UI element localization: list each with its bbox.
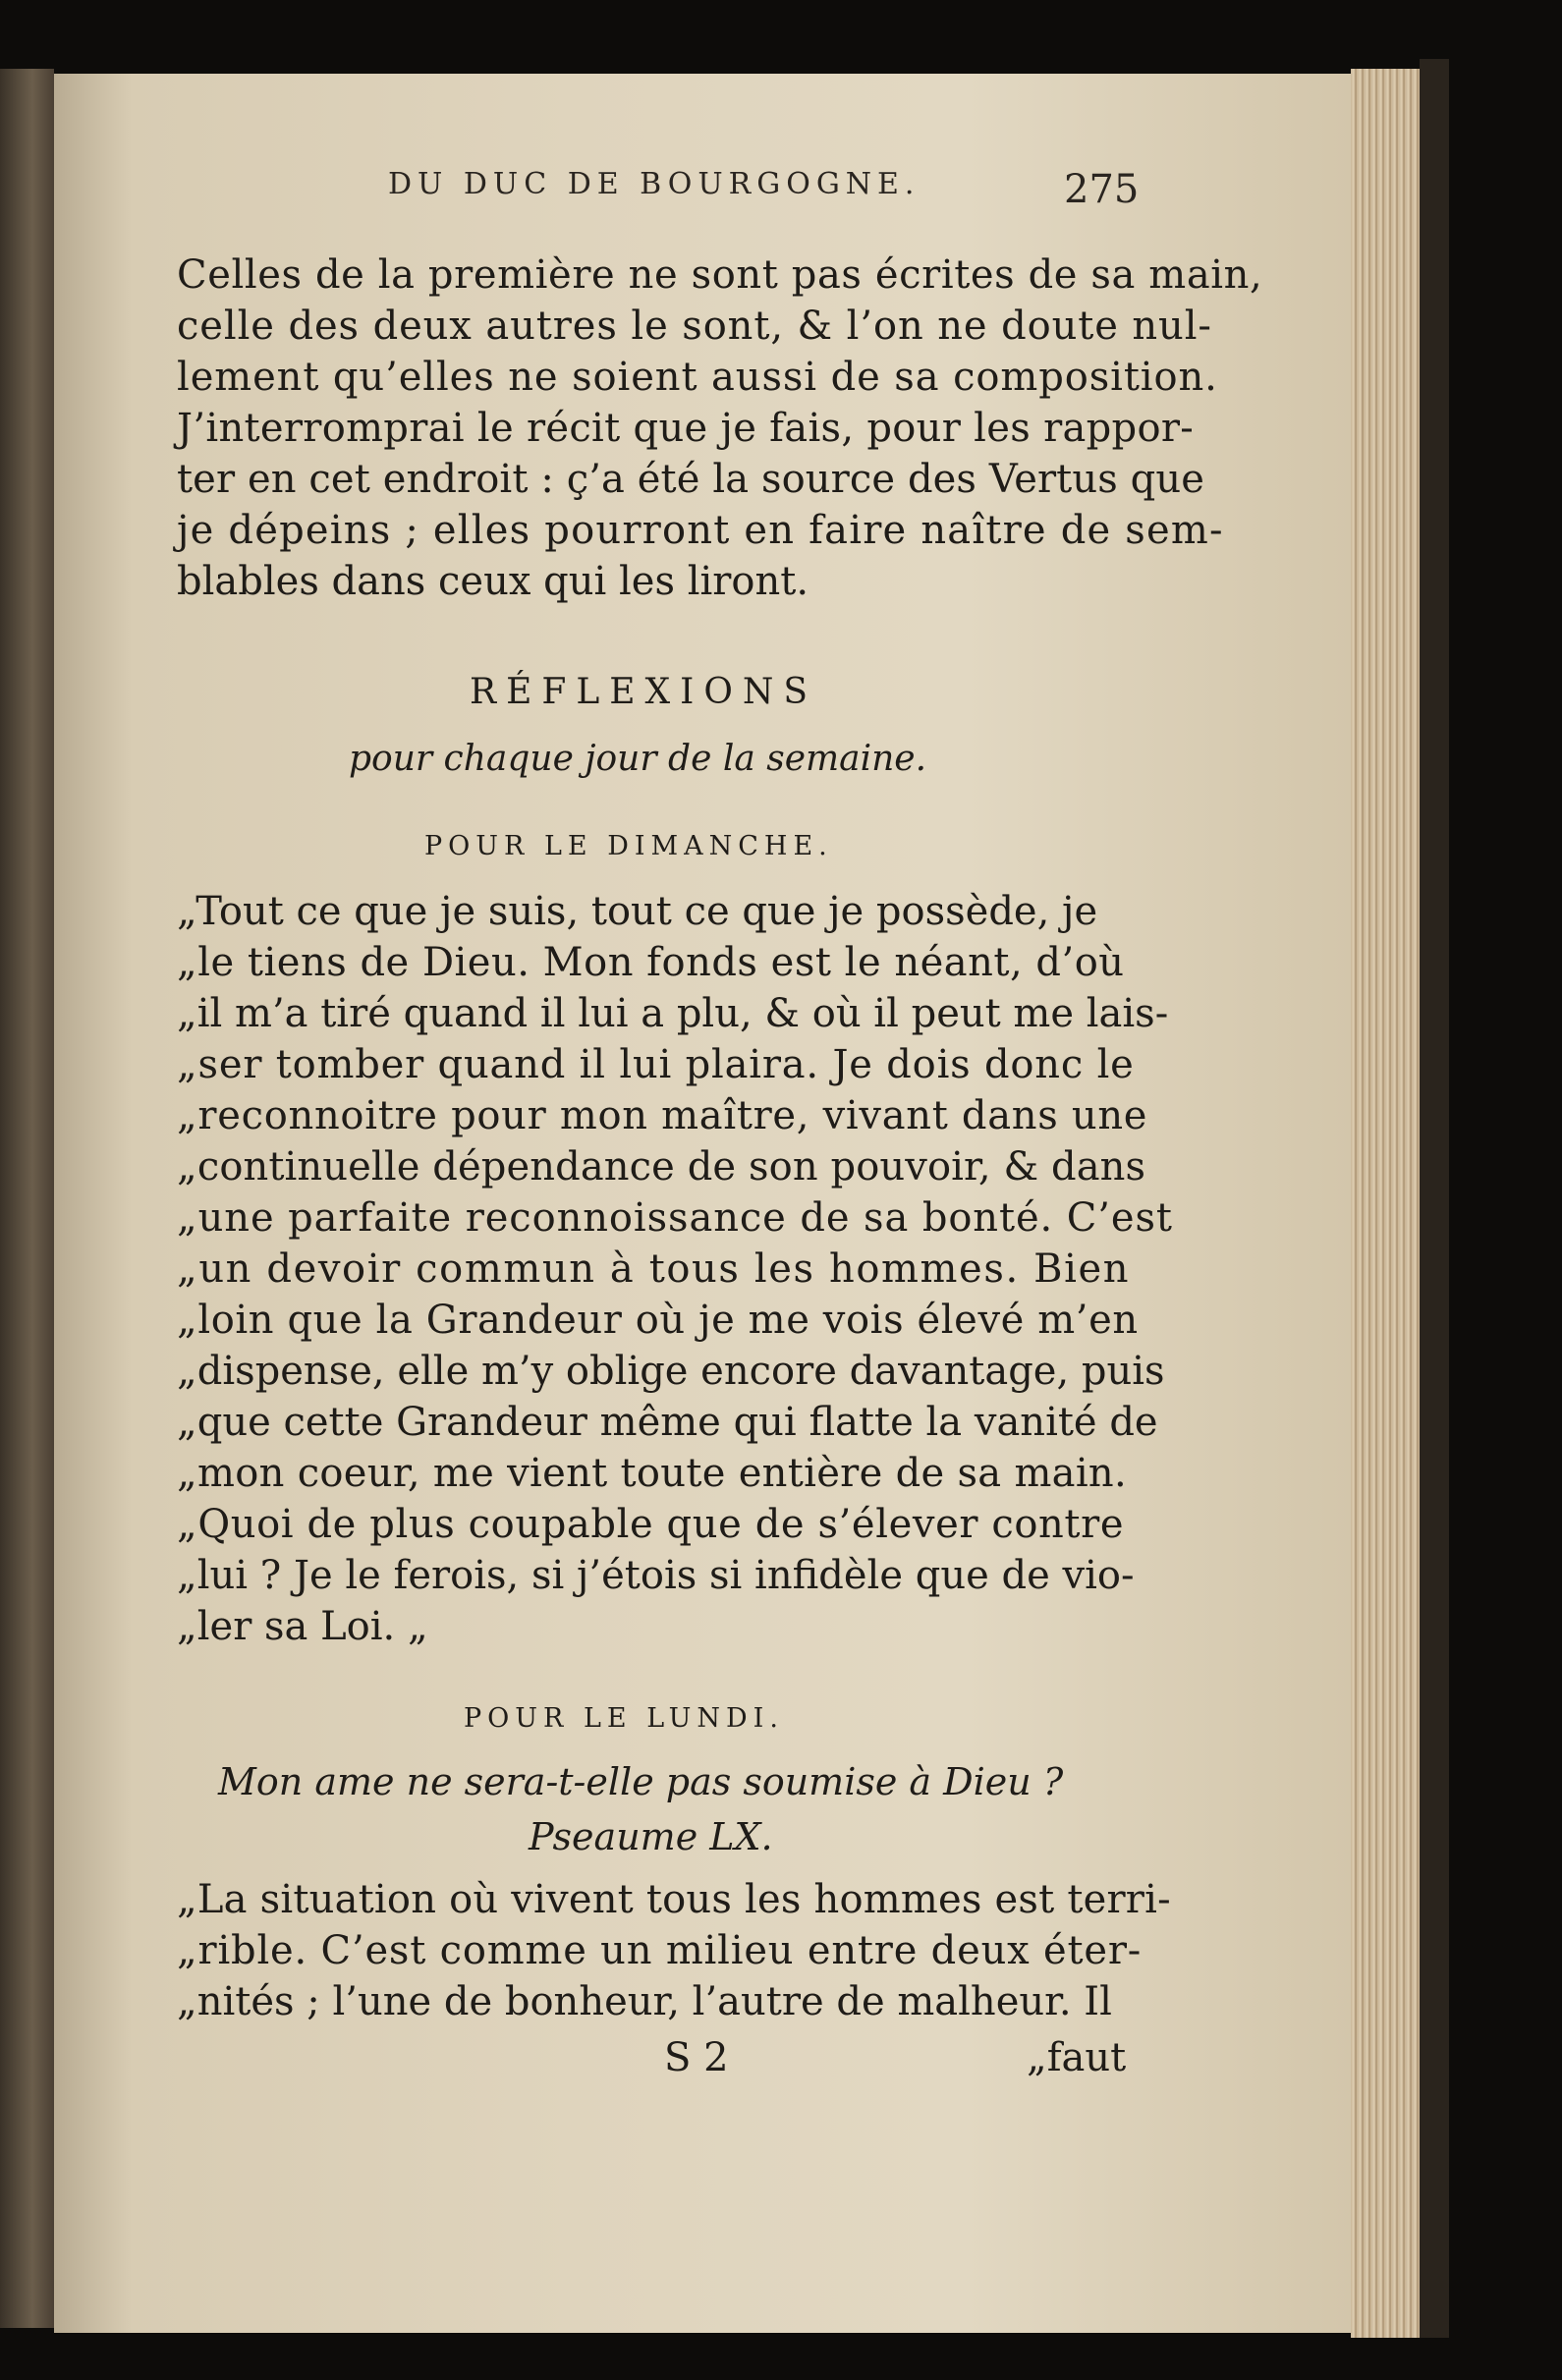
intro-line: celle des deux autres le sont, & l’on ne doute nul- xyxy=(177,304,1212,349)
text-line: „La situation où vivent tous les hommes est terri- xyxy=(177,1877,1171,1922)
text-line: „Tout ce que je suis, tout ce que je possède, je xyxy=(177,889,1098,934)
text-line: „ler sa Loi. „ xyxy=(177,1604,428,1649)
binding-shadow xyxy=(1420,59,1449,2338)
page-number: 275 xyxy=(1064,167,1140,212)
running-head: DU DUC DE BOURGOGNE. xyxy=(388,167,920,201)
text-line: „mon coeur, me vient toute entière de sa main. xyxy=(177,1451,1128,1496)
intro-line: Celles de la première ne sont pas écrites de sa main, xyxy=(177,252,1263,298)
text-line: „lui ? Je le ferois, si j’étois si infidèle que de vio- xyxy=(177,1553,1135,1598)
text-line: „le tiens de Dieu. Mon fonds est le néant, d’où xyxy=(177,940,1125,985)
catchword: „faut xyxy=(1027,2035,1127,2080)
text-line: „continuelle dépendance de son pouvoir, & dans xyxy=(177,1144,1146,1190)
text-line: „nités ; l’une de bonheur, l’autre de malheur. Il xyxy=(177,1979,1112,2024)
signature-mark: S 2 xyxy=(664,2035,729,2080)
section-heading-dimanche: POUR LE DIMANCHE. xyxy=(424,831,833,861)
epigraph-citation: Pseaume LX. xyxy=(529,1815,773,1858)
intro-line: ter en cet endroit : ç’a été la source des Vertus que xyxy=(177,457,1205,502)
text-line: „loin que la Grandeur où je me vois élevé m’en xyxy=(177,1298,1139,1343)
text-line: „Quoi de plus coupable que de s’élever contre xyxy=(177,1502,1125,1547)
text-line: „que cette Grandeur même qui flatte la vanité de xyxy=(177,1400,1158,1445)
section-heading-lundi: POUR LE LUNDI. xyxy=(464,1703,784,1734)
intro-line: je dépeins ; elles pourront en faire naître de sem- xyxy=(177,508,1224,553)
text-line: „un devoir commun à tous les hommes. Bien xyxy=(177,1246,1131,1292)
facing-page-edge xyxy=(0,69,54,2328)
text-line: „il m’a tiré quand il lui a plu, & où il peut me lais- xyxy=(177,991,1169,1036)
page-block-edges xyxy=(1351,69,1420,2338)
intro-line: blables dans ceux qui les liront. xyxy=(177,559,809,604)
title-reflexions: RÉFLEXIONS xyxy=(470,672,818,712)
text-line: „dispense, elle m’y oblige encore davantage, puis xyxy=(177,1349,1165,1394)
intro-line: J’interromprai le récit que je fais, pour les rappor- xyxy=(177,406,1195,451)
text-line: „une parfaite reconnoissance de sa bonté. C’est xyxy=(177,1195,1173,1241)
text-line: „ser tomber quand il lui plaira. Je dois donc le xyxy=(177,1042,1135,1087)
epigraph-line: Mon ame ne sera-t-elle pas soumise à Dieu ? xyxy=(218,1760,1064,1803)
intro-line: lement qu’elles ne soient aussi de sa composition. xyxy=(177,355,1218,400)
subtitle: pour chaque jour de la semaine. xyxy=(349,739,927,779)
text-line: „rible. C’est comme un milieu entre deux éter- xyxy=(177,1928,1143,1973)
text-line: „reconnoitre pour mon maître, vivant dans une xyxy=(177,1093,1148,1138)
